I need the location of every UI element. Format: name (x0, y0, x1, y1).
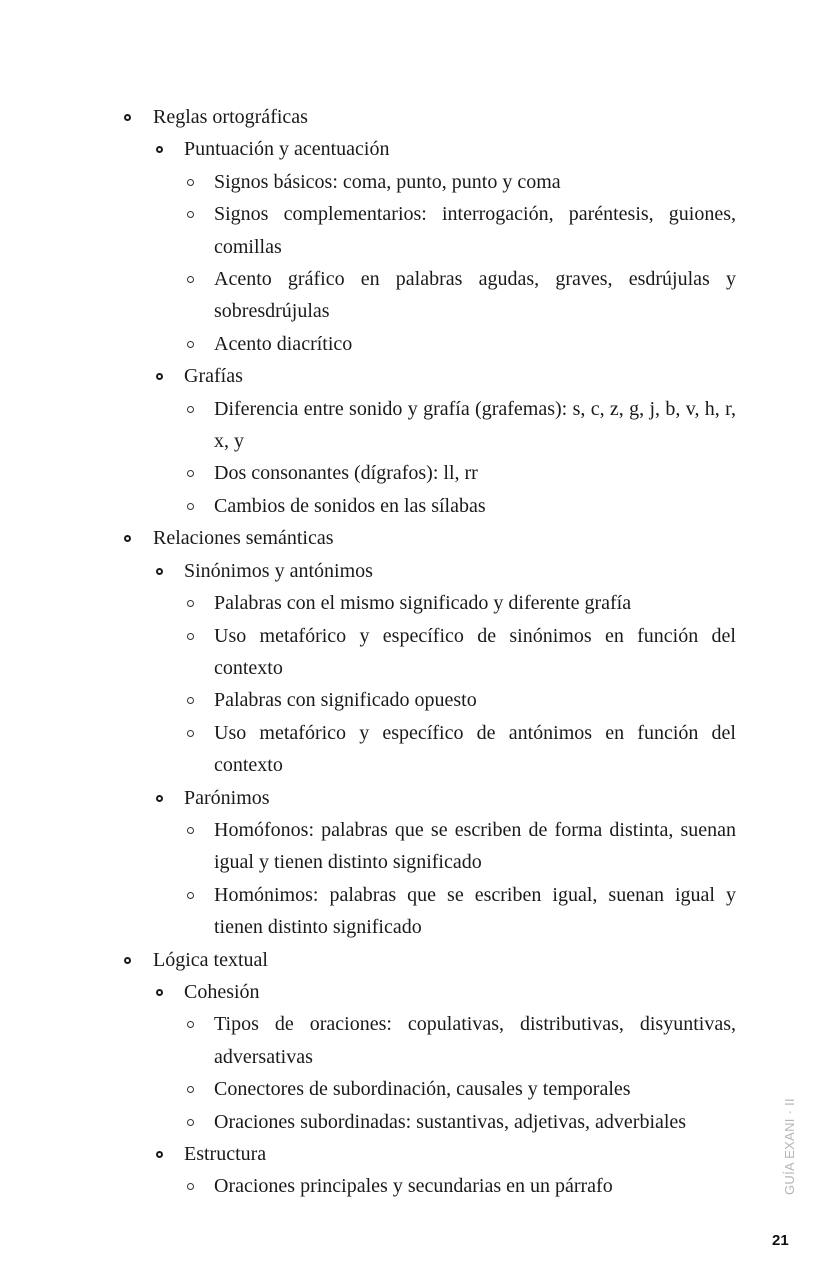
bullet-icon (156, 373, 163, 380)
outline-item-text: Parónimos (184, 786, 270, 809)
outline-item-text: Grafías (184, 365, 243, 388)
outline-item-text: Palabras con significado opuesto (214, 689, 477, 712)
bullet-icon (187, 503, 194, 510)
outline-item-text: Acento gráfico en palabras agudas, graves, esdrújulas y sobresdrújulas (214, 268, 736, 323)
bullet-icon (187, 211, 194, 218)
outline-item-text: Puntuación y acentuación (184, 138, 390, 161)
outline-item-level-2 (184, 360, 736, 392)
topic-outline (0, 101, 828, 1203)
outline-item-level-3 (214, 490, 736, 522)
bullet-icon (187, 1086, 194, 1093)
outline-item-text: Cambios de sonidos en las sílabas (214, 494, 486, 517)
outline-item-level-2 (184, 782, 736, 814)
outline-item-text: Uso metafórico y específico de sinónimos en función del contexto (214, 624, 736, 679)
outline-item-text: Oraciones principales y secundarias en un párrafo (214, 1175, 613, 1198)
outline-item-level-1 (153, 522, 736, 554)
outline-item-level-3 (214, 717, 736, 782)
outline-item-level-3 (214, 620, 736, 685)
bullet-icon (187, 470, 194, 477)
bullet-icon (187, 1119, 194, 1126)
outline-item-level-3 (214, 166, 736, 198)
bullet-icon (187, 730, 194, 737)
bullet-icon (187, 406, 194, 413)
outline-item-text: Sinónimos y antónimos (184, 559, 373, 582)
bullet-icon (124, 114, 131, 121)
outline-item-level-3 (214, 1008, 736, 1073)
outline-item-text: Relaciones semánticas (153, 527, 334, 550)
bullet-icon (124, 535, 131, 542)
outline-item-level-3 (214, 393, 736, 458)
bullet-icon (156, 568, 163, 575)
outline-item-text: Diferencia entre sonido y grafía (grafemas): s, c, z, g, j, b, v, h, r, x, y (214, 397, 736, 453)
bullet-icon (156, 989, 163, 996)
bullet-icon (187, 276, 194, 283)
outline-item-level-3 (214, 198, 736, 263)
outline-item-level-3 (214, 328, 736, 360)
outline-item-level-2 (184, 133, 736, 165)
bullet-icon (187, 179, 194, 186)
outline-item-level-1 (153, 101, 736, 133)
outline-item-level-2 (184, 1138, 736, 1170)
bullet-icon (187, 1183, 194, 1190)
outline-item-level-3 (214, 457, 736, 489)
outline-item-text: Signos básicos: coma, punto, punto y coma (214, 170, 561, 193)
bullet-icon (124, 957, 131, 964)
outline-item-text: Tipos de oraciones: copulativas, distributivas, disyuntivas, adversativas (214, 1013, 736, 1068)
outline-item-text: Homófonos: palabras que se escriben de forma distinta, suenan igual y tienen distinto significado (214, 818, 736, 874)
outline-item-text: Conectores de subordinación, causales y temporales (214, 1078, 631, 1101)
bullet-icon (187, 827, 194, 834)
outline-item-text: Reglas ortográficas (153, 106, 308, 128)
outline-item-level-1 (153, 944, 736, 976)
outline-item-level-3 (214, 879, 736, 944)
outline-item-text: Palabras con el mismo significado y diferente grafía (214, 592, 632, 615)
outline-item-text: Lógica textual (153, 948, 268, 971)
page-number: 21 (772, 1232, 789, 1249)
outline-item-level-3 (214, 814, 736, 879)
bullet-icon (156, 1151, 163, 1158)
bullet-icon (187, 892, 194, 899)
bullet-icon (187, 633, 194, 640)
outline-item-level-2 (184, 976, 736, 1008)
bullet-icon (187, 341, 194, 348)
bullet-icon (156, 795, 163, 802)
bullet-icon (187, 600, 194, 607)
outline-item-text: Uso metafórico y específico de antónimos en función del contexto (214, 721, 736, 777)
bullet-icon (187, 1021, 194, 1028)
outline-item-text: Cohesión (184, 980, 260, 1003)
outline-item-level-3 (214, 1106, 736, 1138)
outline-item-text: Dos consonantes (dígrafos): ll, rr (214, 462, 478, 485)
running-header: GUÍA EXANI · II (782, 1098, 797, 1195)
outline-item-level-3 (214, 1170, 736, 1202)
outline-item-level-3 (214, 263, 736, 328)
bullet-icon (187, 697, 194, 704)
outline-item-text: Acento diacrítico (214, 332, 353, 355)
outline-item-text: Homónimos: palabras que se escriben igual, suenan igual y tienen distinto significado (214, 883, 736, 939)
outline-item-level-2 (184, 555, 736, 587)
outline-item-level-3 (214, 587, 736, 619)
outline-item-text: Signos complementarios: interrogación, paréntesis, guiones, comillas (214, 203, 736, 258)
outline-item-level-3 (214, 684, 736, 716)
outline-item-text: Oraciones subordinadas: sustantivas, adjetivas, adverbiales (214, 1110, 687, 1133)
outline-item-level-3 (214, 1073, 736, 1105)
outline-item-text: Estructura (184, 1143, 267, 1165)
bullet-icon (156, 146, 163, 153)
